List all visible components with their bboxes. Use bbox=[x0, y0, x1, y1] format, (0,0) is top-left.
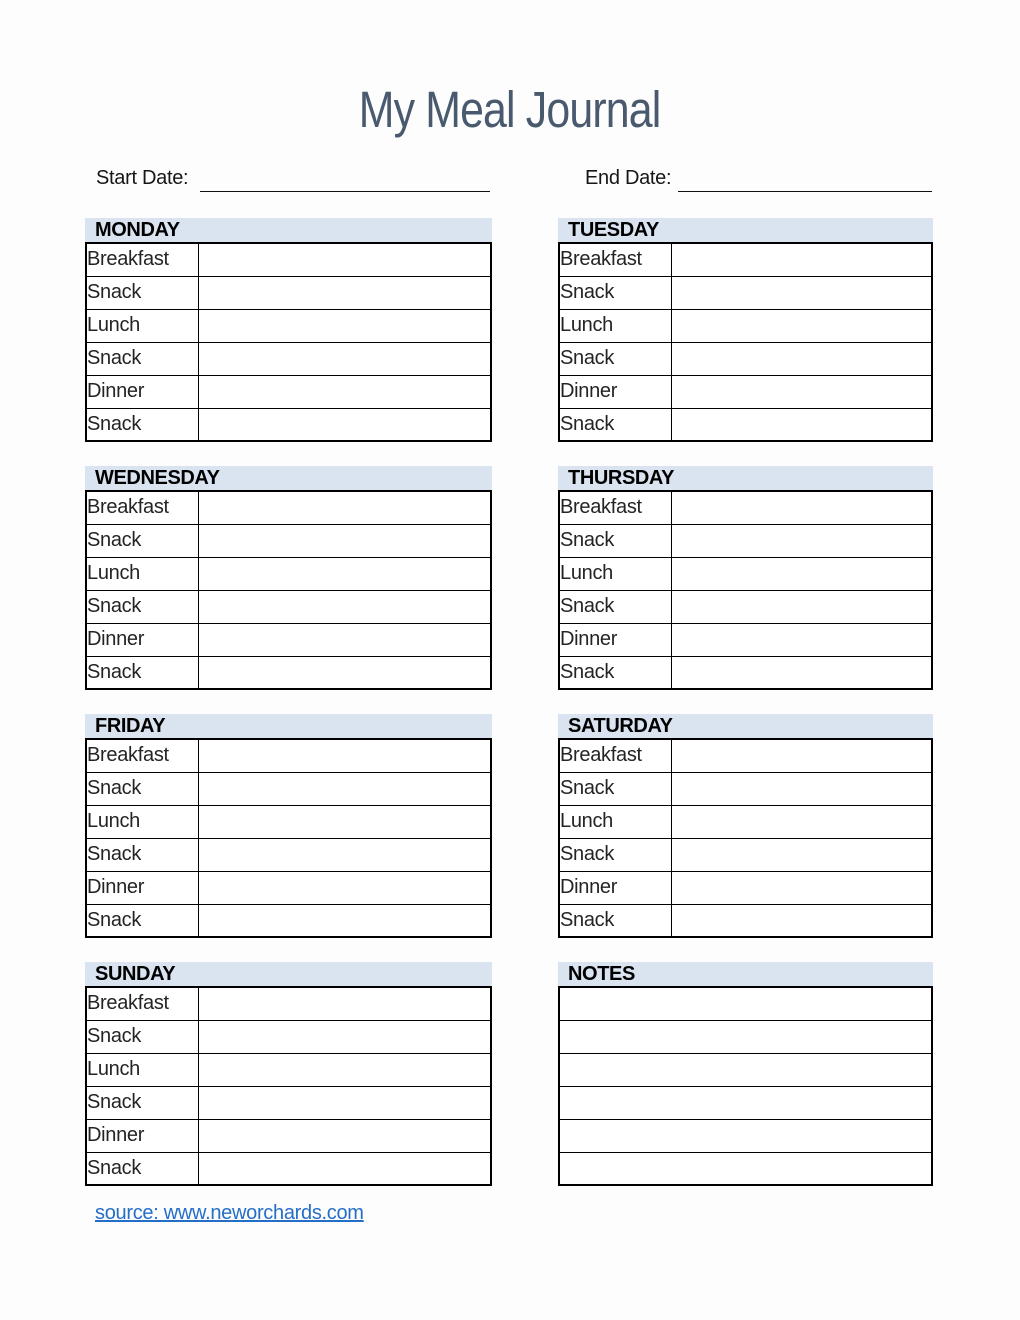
meal-label: Dinner bbox=[86, 1119, 198, 1152]
meal-label: Lunch bbox=[86, 557, 198, 590]
meal-label: Snack bbox=[86, 1086, 198, 1119]
day-section-tuesday bbox=[558, 218, 933, 442]
table-row bbox=[559, 557, 932, 590]
day-table-saturday bbox=[558, 738, 933, 938]
meal-label: Lunch bbox=[86, 309, 198, 342]
meal-entry-cell[interactable] bbox=[198, 309, 491, 342]
meal-entry-cell[interactable] bbox=[198, 1152, 491, 1185]
table-row bbox=[86, 871, 491, 904]
meal-label: Breakfast bbox=[559, 491, 671, 524]
table-row bbox=[86, 1086, 491, 1119]
table-row bbox=[559, 739, 932, 772]
meal-label: Snack bbox=[559, 590, 671, 623]
meal-label: Snack bbox=[559, 276, 671, 309]
weekly-tables-grid bbox=[85, 218, 933, 1186]
table-row bbox=[86, 1020, 491, 1053]
notes-entry-cell[interactable] bbox=[559, 1053, 932, 1086]
day-header-friday: FRIDAY bbox=[85, 714, 492, 738]
meal-label: Snack bbox=[86, 524, 198, 557]
day-section-saturday bbox=[558, 714, 933, 938]
meal-label: Snack bbox=[86, 342, 198, 375]
meal-entry-cell[interactable] bbox=[198, 375, 491, 408]
meal-label: Snack bbox=[86, 1152, 198, 1185]
table-row bbox=[86, 276, 491, 309]
meal-label: Breakfast bbox=[86, 243, 198, 276]
meal-label: Dinner bbox=[86, 375, 198, 408]
source-link[interactable]: source: www.neworchards.com bbox=[95, 1202, 364, 1224]
table-row bbox=[559, 987, 932, 1020]
table-row bbox=[86, 1152, 491, 1185]
meal-label: Snack bbox=[86, 904, 198, 937]
table-row bbox=[559, 871, 932, 904]
meal-label: Lunch bbox=[559, 309, 671, 342]
table-row bbox=[559, 1119, 932, 1152]
meal-label: Snack bbox=[86, 656, 198, 689]
meal-entry-cell[interactable] bbox=[671, 772, 932, 805]
meal-label: Lunch bbox=[86, 805, 198, 838]
table-row bbox=[559, 623, 932, 656]
table-row bbox=[86, 805, 491, 838]
meal-label: Snack bbox=[559, 904, 671, 937]
meal-label: Snack bbox=[559, 838, 671, 871]
meal-entry-cell[interactable] bbox=[198, 342, 491, 375]
meal-entry-cell[interactable] bbox=[198, 524, 491, 557]
meal-entry-cell[interactable] bbox=[198, 805, 491, 838]
meal-entry-cell[interactable] bbox=[198, 1119, 491, 1152]
meal-label: Snack bbox=[559, 342, 671, 375]
meal-label: Dinner bbox=[559, 623, 671, 656]
start-date-label: Start Date: bbox=[96, 167, 189, 189]
table-row bbox=[559, 276, 932, 309]
meal-entry-cell[interactable] bbox=[671, 524, 932, 557]
day-section-monday bbox=[85, 218, 492, 442]
day-table-thursday bbox=[558, 490, 933, 690]
table-row bbox=[86, 342, 491, 375]
page-title: My Meal Journal bbox=[359, 81, 661, 138]
meal-entry-cell[interactable] bbox=[198, 739, 491, 772]
day-section-wednesday bbox=[85, 466, 492, 690]
meal-entry-cell[interactable] bbox=[198, 590, 491, 623]
meal-label: Breakfast bbox=[86, 739, 198, 772]
meal-label: Lunch bbox=[86, 1053, 198, 1086]
notes-table bbox=[558, 986, 933, 1186]
day-header-wednesday: WEDNESDAY bbox=[85, 466, 492, 490]
meal-label: Snack bbox=[86, 838, 198, 871]
day-header-sunday: SUNDAY bbox=[85, 962, 492, 986]
table-row bbox=[86, 904, 491, 937]
day-section-thursday bbox=[558, 466, 933, 690]
meal-entry-cell[interactable] bbox=[671, 904, 932, 937]
meal-entry-cell[interactable] bbox=[671, 590, 932, 623]
meal-entry-cell[interactable] bbox=[198, 1086, 491, 1119]
table-row bbox=[86, 408, 491, 441]
meal-entry-cell[interactable] bbox=[198, 656, 491, 689]
meal-entry-cell[interactable] bbox=[671, 276, 932, 309]
table-row bbox=[86, 491, 491, 524]
notes-header: NOTES bbox=[558, 962, 933, 986]
meal-entry-cell[interactable] bbox=[671, 243, 932, 276]
day-section-friday bbox=[85, 714, 492, 938]
day-section-sunday bbox=[85, 962, 492, 1186]
notes-entry-cell[interactable] bbox=[559, 1119, 932, 1152]
meal-label: Snack bbox=[86, 590, 198, 623]
table-row bbox=[86, 309, 491, 342]
day-table-friday bbox=[85, 738, 492, 938]
table-row bbox=[559, 524, 932, 557]
table-row bbox=[86, 1053, 491, 1086]
meal-label: Snack bbox=[86, 772, 198, 805]
table-row bbox=[559, 243, 932, 276]
table-row bbox=[559, 904, 932, 937]
meal-entry-cell[interactable] bbox=[671, 838, 932, 871]
table-row bbox=[86, 623, 491, 656]
table-row bbox=[559, 656, 932, 689]
table-row bbox=[559, 838, 932, 871]
table-row bbox=[559, 805, 932, 838]
meal-label: Lunch bbox=[559, 557, 671, 590]
notes-entry-cell[interactable] bbox=[559, 1020, 932, 1053]
table-row bbox=[559, 342, 932, 375]
meal-entry-cell[interactable] bbox=[671, 557, 932, 590]
meal-label: Breakfast bbox=[559, 243, 671, 276]
meal-entry-cell[interactable] bbox=[198, 1053, 491, 1086]
meal-label: Snack bbox=[559, 524, 671, 557]
table-row bbox=[86, 772, 491, 805]
table-row bbox=[559, 375, 932, 408]
meal-label: Dinner bbox=[559, 375, 671, 408]
day-header-tuesday: TUESDAY bbox=[558, 218, 933, 242]
table-row bbox=[559, 1152, 932, 1185]
meal-entry-cell[interactable] bbox=[671, 871, 932, 904]
table-row bbox=[86, 524, 491, 557]
meal-entry-cell[interactable] bbox=[198, 276, 491, 309]
notes-entry-cell[interactable] bbox=[559, 1086, 932, 1119]
meal-entry-cell[interactable] bbox=[198, 838, 491, 871]
day-table-monday bbox=[85, 242, 492, 442]
table-row bbox=[559, 491, 932, 524]
table-row bbox=[86, 590, 491, 623]
table-row bbox=[86, 656, 491, 689]
day-table-tuesday bbox=[558, 242, 933, 442]
table-row bbox=[559, 1020, 932, 1053]
table-row bbox=[86, 243, 491, 276]
table-row bbox=[559, 309, 932, 342]
meal-entry-cell[interactable] bbox=[671, 805, 932, 838]
table-row bbox=[86, 375, 491, 408]
meal-label: Dinner bbox=[559, 871, 671, 904]
meal-entry-cell[interactable] bbox=[671, 491, 932, 524]
meal-entry-cell[interactable] bbox=[198, 491, 491, 524]
meal-entry-cell[interactable] bbox=[671, 408, 932, 441]
meal-entry-cell[interactable] bbox=[198, 408, 491, 441]
meal-entry-cell[interactable] bbox=[198, 1020, 491, 1053]
meal-entry-cell[interactable] bbox=[198, 871, 491, 904]
notes-entry-cell[interactable] bbox=[559, 987, 932, 1020]
day-header-saturday: SATURDAY bbox=[558, 714, 933, 738]
day-table-sunday bbox=[85, 986, 492, 1186]
end-date-label: End Date: bbox=[585, 167, 672, 189]
meal-label: Snack bbox=[559, 656, 671, 689]
meal-entry-cell[interactable] bbox=[671, 623, 932, 656]
meal-entry-cell[interactable] bbox=[671, 656, 932, 689]
meal-entry-cell[interactable] bbox=[671, 375, 932, 408]
meal-label: Snack bbox=[86, 276, 198, 309]
meal-label: Snack bbox=[86, 408, 198, 441]
meal-entry-cell[interactable] bbox=[198, 623, 491, 656]
page-header bbox=[0, 82, 1020, 138]
table-row bbox=[86, 557, 491, 590]
start-date-field[interactable] bbox=[200, 167, 490, 192]
day-table-wednesday bbox=[85, 490, 492, 690]
meal-entry-cell[interactable] bbox=[198, 772, 491, 805]
table-row bbox=[559, 1053, 932, 1086]
table-row bbox=[86, 1119, 491, 1152]
meal-label: Breakfast bbox=[86, 491, 198, 524]
day-header-thursday: THURSDAY bbox=[558, 466, 933, 490]
meal-label: Dinner bbox=[86, 623, 198, 656]
meal-entry-cell[interactable] bbox=[198, 987, 491, 1020]
notes-section bbox=[558, 962, 933, 1186]
meal-entry-cell[interactable] bbox=[198, 904, 491, 937]
meal-label: Breakfast bbox=[559, 739, 671, 772]
table-row bbox=[86, 987, 491, 1020]
meal-entry-cell[interactable] bbox=[198, 243, 491, 276]
meal-label: Dinner bbox=[86, 871, 198, 904]
table-row bbox=[559, 1086, 932, 1119]
meal-label: Snack bbox=[559, 772, 671, 805]
meal-entry-cell[interactable] bbox=[671, 309, 932, 342]
table-row bbox=[86, 739, 491, 772]
meal-entry-cell[interactable] bbox=[671, 342, 932, 375]
meal-label: Snack bbox=[559, 408, 671, 441]
meal-label: Breakfast bbox=[86, 987, 198, 1020]
table-row bbox=[559, 408, 932, 441]
meal-label: Lunch bbox=[559, 805, 671, 838]
meal-entry-cell[interactable] bbox=[198, 557, 491, 590]
table-row bbox=[559, 772, 932, 805]
end-date-field[interactable] bbox=[678, 167, 932, 192]
table-row bbox=[86, 838, 491, 871]
table-row bbox=[559, 590, 932, 623]
notes-entry-cell[interactable] bbox=[559, 1152, 932, 1185]
meal-label: Snack bbox=[86, 1020, 198, 1053]
meal-entry-cell[interactable] bbox=[671, 739, 932, 772]
day-header-monday: MONDAY bbox=[85, 218, 492, 242]
